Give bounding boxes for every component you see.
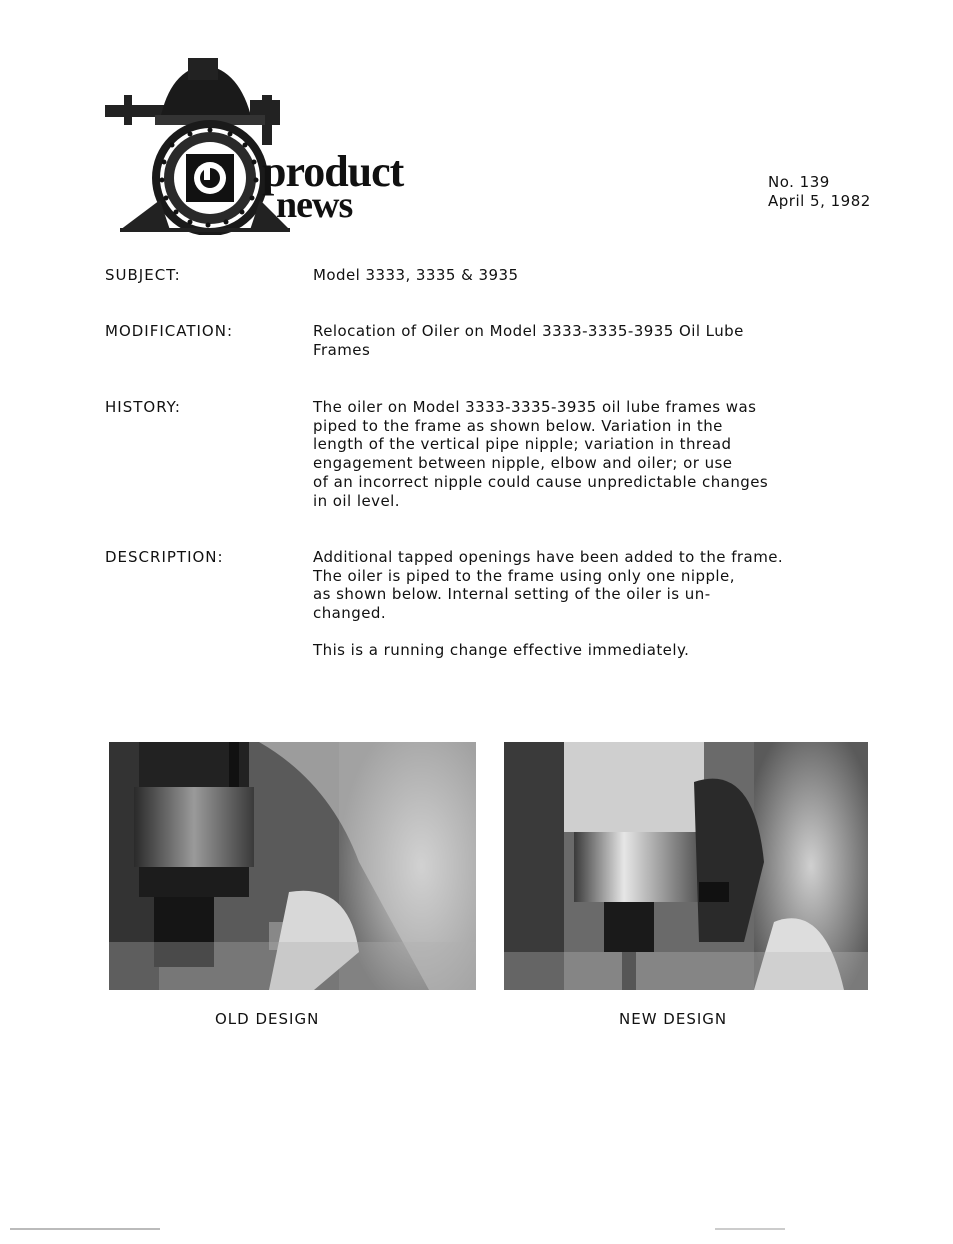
- scan-mark: [715, 1228, 785, 1230]
- history-label: HISTORY:: [105, 398, 181, 416]
- scan-mark: [10, 1228, 160, 1230]
- description-text: Additional tapped openings have been added to the frame. The oiler is piped to the frame using only one nipple, as shown below. Internal setting of the oiler is un- changed.: [313, 548, 784, 623]
- brand-line-product: product: [262, 147, 404, 196]
- old-design-photo: [109, 742, 476, 990]
- brand-line-news: news: [276, 184, 353, 226]
- running-change-note: This is a running change effective immediately.: [313, 641, 690, 659]
- subject-label: SUBJECT:: [105, 266, 181, 284]
- document-number: No. 139: [768, 173, 830, 191]
- document-number-block: [768, 173, 871, 211]
- old-design-caption: OLD DESIGN: [215, 1010, 320, 1028]
- history-text: The oiler on Model 3333-3335-3935 oil lube frames was piped to the frame as shown below. Variation in the length of the vertical pipe nipple; variation in thread engagement between nipple, elbow and oiler; or use of an incorrect nipple could cause unpredictable changes in oil level.: [313, 398, 769, 510]
- description-label: DESCRIPTION:: [105, 548, 224, 566]
- new-design-caption: NEW DESIGN: [619, 1010, 728, 1028]
- document-date: April 5, 1982: [768, 192, 871, 210]
- new-design-photo: [504, 742, 868, 990]
- modification-label: MODIFICATION:: [105, 322, 234, 340]
- subject-text: Model 3333, 3335 & 3935: [313, 266, 519, 284]
- modification-text: Relocation of Oiler on Model 3333-3335-3935 Oil Lube Frames: [313, 322, 744, 359]
- pump-logo-icon: [100, 50, 400, 235]
